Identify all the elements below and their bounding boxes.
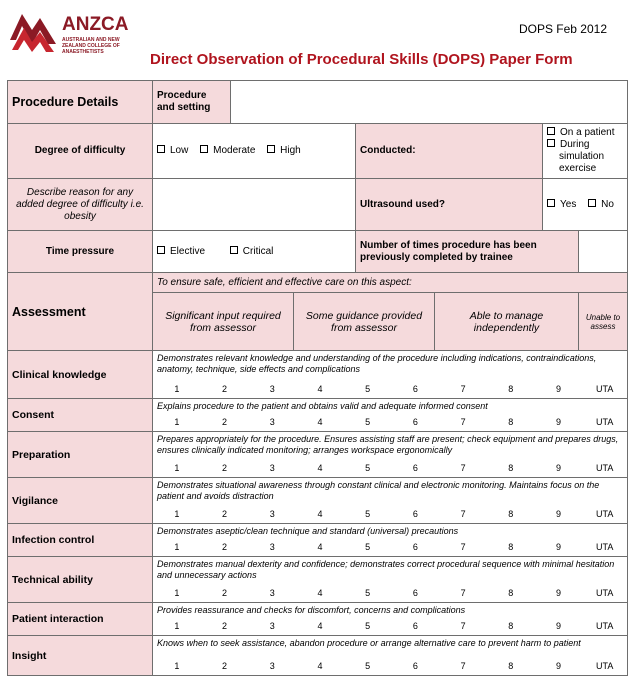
difficulty-reason-field[interactable] [153,179,356,231]
procedure-setting-field[interactable] [231,81,628,124]
rating-option[interactable]: 7 [460,542,466,553]
rating-option[interactable]: 4 [317,509,323,520]
rating-option[interactable]: 4 [317,588,323,599]
rating-option[interactable]: 8 [508,463,514,474]
rating-option[interactable]: 2 [222,463,228,474]
rating-option[interactable]: 2 [222,542,228,553]
rating-option[interactable]: 8 [508,661,514,672]
assessment-heading: Assessment [8,273,153,351]
rating-option[interactable]: 2 [222,661,228,672]
rating-option[interactable]: 9 [555,384,561,395]
difficulty-option-low[interactable]: Low [157,145,188,156]
rating-option[interactable]: 5 [365,463,371,474]
rating-option[interactable]: 1 [174,384,180,395]
procedure-details-heading: Procedure Details [8,81,153,124]
rating-option[interactable]: 4 [317,621,323,632]
rating-option[interactable]: 7 [460,417,466,428]
ultrasound-option-no[interactable]: No [588,199,614,210]
rating-option[interactable]: 7 [460,661,466,672]
rating-option[interactable]: 3 [269,463,275,474]
checkbox-icon[interactable] [547,127,555,135]
rating-option[interactable]: 9 [555,463,561,474]
rating-option[interactable]: 6 [412,384,418,395]
rating-scale [153,660,628,676]
assessment-item-label: Consent [8,399,153,432]
rating-option[interactable]: 4 [317,661,323,672]
time-pressure-label: Time pressure [8,231,153,273]
checkbox-icon[interactable] [547,139,555,147]
rating-option[interactable]: 2 [222,417,228,428]
rating-option[interactable]: 1 [174,417,180,428]
rating-option[interactable]: 6 [412,588,418,599]
time-pressure-option-critical[interactable]: Critical [230,246,274,257]
assessment-item-label: Vigilance [8,478,153,524]
dops-form-table [7,80,628,676]
rating-option[interactable]: 5 [365,621,371,632]
logo-name: ANZCA [62,14,129,35]
rating-option[interactable]: 9 [555,509,561,520]
assessment-item-description: Demonstrates situational awareness through constant clinical and electronic monitoring. Maintains focus on the patient and avoids distraction [153,478,628,508]
rating-option[interactable]: 2 [222,588,228,599]
conducted-option-patient[interactable]: On a patient [547,127,623,139]
rating-option[interactable]: 5 [365,384,371,395]
checkbox-icon[interactable] [230,246,238,254]
assessment-item-description: Demonstrates aseptic/clean technique and standard (universal) precautions [153,524,628,541]
time-pressure-option-elective[interactable]: Elective [157,246,205,257]
conducted-label: Conducted: [356,124,543,179]
ultrasound-label: Ultrasound used? [356,179,543,231]
rating-option[interactable]: 9 [555,417,561,428]
rating-option[interactable]: 3 [269,661,275,672]
checkbox-icon[interactable] [157,246,165,254]
rating-scale [153,587,628,603]
rating-option[interactable]: 7 [460,463,466,474]
rating-option[interactable]: 1 [174,463,180,474]
rating-option[interactable]: 9 [555,588,561,599]
rating-option[interactable]: UTA [595,463,614,474]
rating-option[interactable]: 8 [508,509,514,520]
rating-option[interactable]: 9 [555,542,561,553]
rating-option[interactable]: UTA [595,588,614,599]
rating-option[interactable]: 4 [317,384,323,395]
rating-option[interactable]: 3 [269,621,275,632]
anzca-logo [8,10,143,56]
band-unable-to-assess: Unable to assess [579,293,628,351]
rating-scale [153,620,628,636]
rating-option[interactable]: 5 [365,542,371,553]
rating-option[interactable]: 9 [555,621,561,632]
rating-option[interactable]: UTA [595,384,614,395]
assessment-item-description: Explains procedure to the patient and obtains valid and adequate informed consent [153,399,628,416]
document-reference: DOPS Feb 2012 [518,22,607,36]
rating-option[interactable]: 6 [412,417,418,428]
rating-option[interactable]: 1 [174,509,180,520]
band-significant-input: Significant input required from assessor [153,293,294,351]
rating-option[interactable]: 3 [269,384,275,395]
rating-option[interactable]: 4 [317,542,323,553]
rating-option[interactable]: 5 [365,588,371,599]
logo-subtitle: AUSTRALIAN AND NEW ZEALAND COLLEGE OF ANAESTHETISTS [62,37,120,55]
rating-option[interactable]: 6 [412,542,418,553]
rating-option[interactable]: UTA [595,509,614,520]
rating-scale [153,541,628,557]
assessment-item-label: Patient interaction [8,603,153,636]
difficulty-options [153,124,356,179]
rating-option[interactable]: UTA [595,661,614,672]
rating-option[interactable]: 6 [412,509,418,520]
assessment-item-description: Prepares appropriately for the procedure. Ensures assisting staff are present; check equipment and prepares drugs, ensures clinically indicated monitoring; arranges workspace ergonomically [153,432,628,462]
rating-option[interactable]: 4 [317,417,323,428]
rating-option[interactable]: 3 [269,542,275,553]
rating-option[interactable]: 3 [269,588,275,599]
rating-option[interactable]: 2 [222,384,228,395]
checkbox-icon[interactable] [547,199,555,207]
checkbox-icon[interactable] [200,145,208,153]
band-independent: Able to manage independently [435,293,579,351]
rating-option[interactable]: 5 [365,509,371,520]
assessment-item-label: Technical ability [8,557,153,603]
rating-option[interactable]: 7 [460,588,466,599]
assessment-item-label: Insight [8,636,153,676]
rating-option[interactable]: 8 [508,384,514,395]
assessment-intro: To ensure safe, efficient and effective care on this aspect: [153,273,628,293]
rating-option[interactable]: 2 [222,621,228,632]
difficulty-reason-label: Describe reason for any added degree of difficulty i.e. obesity [8,179,153,231]
rating-option[interactable]: 6 [412,463,418,474]
assessment-item-description: Demonstrates relevant knowledge and understanding of the procedure including indications, contraindications, anatomy, technique, side effects and complications [153,351,628,383]
assessment-item-description: Knows when to seek assistance, abandon procedure or arrange alternative care to prevent harm to patient [153,636,628,660]
procedure-setting-label: Procedure and setting [153,81,231,124]
rating-option[interactable]: 8 [508,417,514,428]
difficulty-option-high[interactable]: High [267,145,301,156]
rating-option[interactable]: 1 [174,588,180,599]
assessment-item-label: Infection control [8,524,153,557]
conducted-option-simulation[interactable]: During simulation exercise [547,139,623,175]
rating-option[interactable]: 6 [412,621,418,632]
rating-option[interactable]: 3 [269,417,275,428]
rating-option[interactable]: 5 [365,417,371,428]
rating-option[interactable]: 4 [317,463,323,474]
checkbox-icon[interactable] [157,145,165,153]
rating-option[interactable]: 8 [508,542,514,553]
rating-option[interactable]: 5 [365,661,371,672]
page-header [0,0,637,80]
time-pressure-options [153,231,356,273]
ultrasound-option-yes[interactable]: Yes [547,199,576,210]
rating-option[interactable]: 7 [460,384,466,395]
rating-scale [153,462,628,478]
assessment-items [8,351,628,676]
rating-option[interactable]: 1 [174,542,180,553]
rating-scale [153,508,628,524]
rating-option[interactable]: UTA [595,542,614,553]
rating-option[interactable]: UTA [595,621,614,632]
rating-option[interactable]: 8 [508,621,514,632]
rating-option[interactable]: 1 [174,661,180,672]
rating-option[interactable]: 7 [460,621,466,632]
checkbox-icon[interactable] [588,199,596,207]
band-some-guidance: Some guidance provided from assessor [294,293,435,351]
assessment-item-label: Preparation [8,432,153,478]
rating-scale [153,416,628,432]
assessment-item-description: Demonstrates manual dexterity and confidence; demonstrates correct procedural sequence with minimal hesitation and unnecessary actions [153,557,628,587]
times-completed-label: Number of times procedure has been previously completed by trainee [356,231,579,273]
page-title: Direct Observation of Procedural Skills (DOPS) Paper Form [150,51,573,68]
rating-option[interactable]: 6 [412,661,418,672]
rating-option[interactable]: 8 [508,588,514,599]
logo-mark-icon [8,10,58,54]
rating-option[interactable]: UTA [595,417,614,428]
assessment-item-description: Provides reassurance and checks for discomfort, concerns and complications [153,603,628,620]
times-completed-field[interactable] [579,231,628,273]
conducted-options [543,124,628,179]
assessment-item-label: Clinical knowledge [8,351,153,399]
difficulty-label: Degree of difficulty [8,124,153,179]
difficulty-option-moderate[interactable]: Moderate [200,145,255,156]
rating-option[interactable]: 3 [269,509,275,520]
rating-scale [153,383,628,399]
rating-option[interactable]: 1 [174,621,180,632]
checkbox-icon[interactable] [267,145,275,153]
rating-option[interactable]: 9 [555,661,561,672]
ultrasound-options [543,179,628,231]
rating-option[interactable]: 2 [222,509,228,520]
rating-option[interactable]: 7 [460,509,466,520]
